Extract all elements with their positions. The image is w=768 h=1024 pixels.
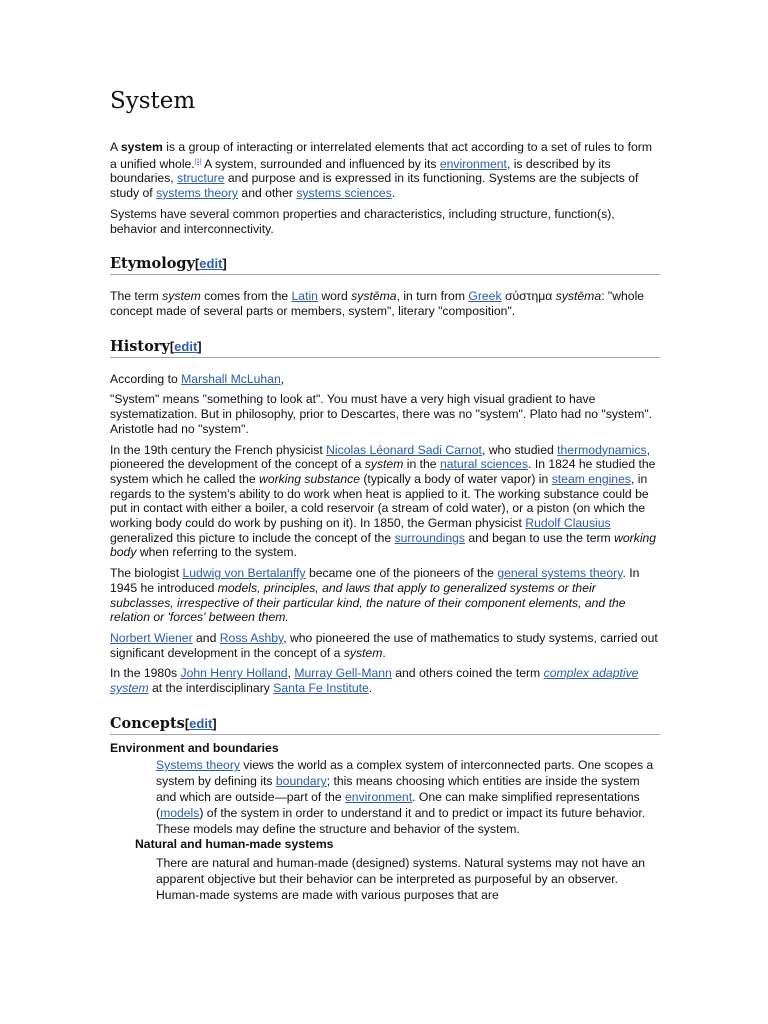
history-paragraph: In the 1980s John Henry Holland, Murray Gell-Mann and others coined the term complex adaptive system at the interdisciplinary Santa Fe Institute.	[110, 666, 639, 696]
definition-paragraph: There are natural and human-made (designed) systems. Natural systems may not have an apparent objective but their behavior can be interpreted as purposeful by an observer. Human-made systems are made with various purposes that are	[156, 856, 646, 903]
history-paragraph: "System" means "something to look at". You must have a very high visual gradient to have systematization. But in philosophy, prior to Descartes, there was no "system". Plato had no "system". Aristotle had no "system".	[110, 392, 653, 436]
link-systems-theory[interactable]: Systems theory	[156, 758, 240, 773]
etymology-paragraph: The term system comes from the Latin word systēma, in turn from Greek σύστημα systēma: "whole concept made of several parts or members, system", literary "composition".	[110, 289, 645, 318]
link-environment[interactable]: environment	[345, 790, 413, 805]
edit-link[interactable]: edit	[189, 715, 213, 731]
link-surroundings[interactable]: surroundings	[394, 530, 466, 545]
etymology-heading: Etymology[edit]	[110, 255, 660, 275]
link-steam-engines[interactable]: steam engines	[551, 471, 631, 486]
link-natural-sciences[interactable]: natural sciences	[439, 457, 529, 472]
link-structure[interactable]: structure	[177, 171, 225, 186]
link-marshall-mcluhan[interactable]: Marshall McLuhan	[181, 371, 281, 386]
link-clausius[interactable]: Rudolf Clausius	[525, 516, 611, 531]
link-ross-ashby[interactable]: Ross Ashby	[219, 630, 284, 645]
lead-paragraph-2: Systems have several common properties and characteristics, including structure, function(s), behavior and interconnectivity.	[110, 206, 615, 236]
link-complex-adaptive-system[interactable]: complex adaptive system	[110, 666, 639, 696]
page-title: System	[110, 88, 196, 114]
link-models[interactable]: models	[160, 806, 200, 821]
history-section	[110, 338, 660, 696]
link-john-henry-holland[interactable]: John Henry Holland	[180, 666, 288, 681]
link-systems-theory[interactable]: systems theory	[156, 186, 239, 201]
history-paragraph: In the 19th century the French physicist Nicolas Léonard Sadi Carnot, who studied thermodynamics, pioneered the development of the concept of a system in the natural sciences. In 1824 he studied the system which he called the working substance (typically a body of water vapor) in steam engines, in regards to the system's ability to do work when heat is applied to it. The working substance could be put in contact with either a boiler, a cold reservoir (a stream of cold water), or a piston (on which the working body could do work by pushing on it). In 1850, the German physicist Rudolf Clausius generalized this picture to include the concept of the surroundings and began to use the term working body when referring to the system.	[110, 442, 657, 560]
link-boundary[interactable]: boundary	[275, 774, 327, 789]
link-general-systems-theory[interactable]: general systems theory	[497, 566, 623, 581]
link-carnot[interactable]: Nicolas Léonard Sadi Carnot	[326, 442, 482, 457]
concepts-section	[110, 715, 660, 903]
link-greek[interactable]: Greek	[468, 289, 502, 304]
link-bertalanffy[interactable]: Ludwig von Bertalanffy	[182, 566, 306, 581]
citation-link[interactable]: [1]	[194, 158, 202, 165]
link-murray-gell-mann[interactable]: Murray Gell-Mann	[294, 666, 392, 681]
subheading-environment-boundaries: Environment and boundaries	[110, 740, 279, 755]
concepts-heading: Concepts[edit]	[110, 715, 660, 735]
subheading-natural-human-made: Natural and human-made systems	[135, 837, 334, 852]
history-heading: History[edit]	[110, 338, 660, 358]
lead-paragraph: A system is a group of interacting or interrelated elements that act according to a set of rules to form a unified whole.[1] A system, surrounded and influenced by its environment, is described by its boundaries, structure and purpose and is expressed in its functioning. Systems are the subjects of study of systems theory and other systems sciences.	[110, 140, 652, 201]
edit-link[interactable]: edit	[199, 256, 223, 272]
history-paragraph: According to Marshall McLuhan,	[110, 371, 285, 386]
article-body	[110, 86, 660, 903]
link-thermodynamics[interactable]: thermodynamics	[557, 442, 647, 457]
link-systems-sciences[interactable]: systems sciences	[296, 186, 392, 201]
history-paragraph: Norbert Wiener and Ross Ashby, who pioneered the use of mathematics to study systems, carried out significant development in the concept of a system.	[110, 630, 658, 660]
link-environment[interactable]: environment	[439, 156, 507, 171]
etymology-section	[110, 255, 660, 318]
link-santa-fe-institute[interactable]: Santa Fe Institute	[273, 681, 369, 696]
history-paragraph: The biologist Ludwig von Bertalanffy became one of the pioneers of the general systems theory. In 1945 he introduced models, principles, and laws that apply to generalized systems or their subclasses, irrespective of their particular kind, the nature of their component elements, and the relation or 'forces' between them.	[110, 566, 640, 625]
edit-link[interactable]: edit	[174, 338, 198, 354]
link-latin[interactable]: Latin	[291, 289, 318, 304]
link-norbert-wiener[interactable]: Norbert Wiener	[110, 630, 193, 645]
definition-paragraph: Systems theory views the world as a complex system of interconnected parts. One scopes a system by defining its boundary; this means choosing which entities are inside the system and which are outside—part of the environment. One can make simplified representations (models) of the system in order to understand it and to predict or impact its future behavior. These models may define the structure and behavior of the system.	[156, 758, 654, 837]
